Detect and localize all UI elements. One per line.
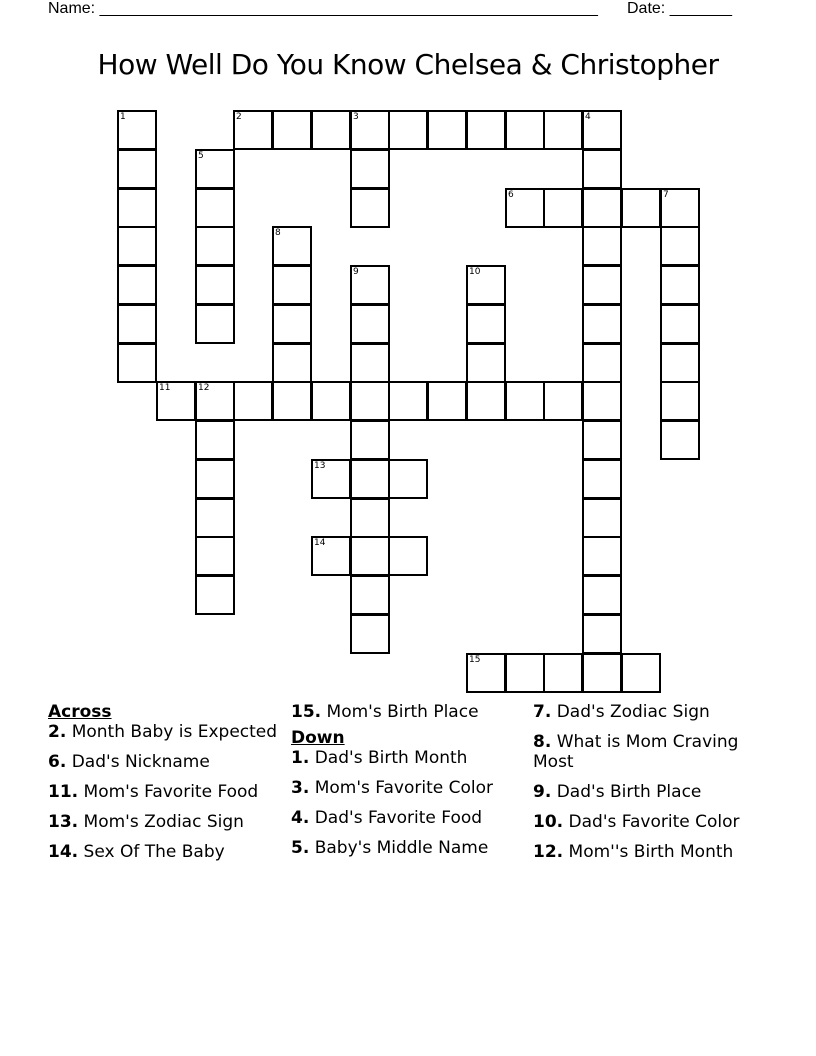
grid-cell[interactable] xyxy=(156,381,196,421)
grid-cell[interactable] xyxy=(350,343,390,383)
grid-cell[interactable] xyxy=(350,110,390,150)
grid-cell[interactable] xyxy=(195,575,235,615)
grid-cell[interactable] xyxy=(233,110,273,150)
grid-cell[interactable] xyxy=(582,188,622,228)
grid-cell[interactable] xyxy=(582,304,622,344)
cell-number: 9 xyxy=(353,267,359,277)
clue-down-10: 10. Dad's Favorite Color xyxy=(533,812,740,832)
cell-number: 8 xyxy=(275,228,281,238)
grid-cell[interactable] xyxy=(311,110,351,150)
cell-number: 1 xyxy=(120,112,126,122)
grid-cell[interactable] xyxy=(117,226,157,266)
grid-cell[interactable] xyxy=(505,653,545,693)
grid-cell[interactable] xyxy=(195,381,235,421)
clue-text: Baby's Middle Name xyxy=(314,838,489,858)
clue-number: 12 xyxy=(533,842,557,862)
cell-number: 6 xyxy=(508,190,514,200)
clue-number: 5 xyxy=(291,838,303,858)
clue-number: 14 xyxy=(48,842,72,862)
grid-cell[interactable] xyxy=(582,420,622,460)
clue-text: Mom''s Birth Month xyxy=(568,842,734,862)
clue-across-11: 11. Mom's Favorite Food xyxy=(48,782,259,802)
grid-cell[interactable] xyxy=(427,381,467,421)
grid-cell[interactable] xyxy=(466,381,506,421)
grid-cell[interactable] xyxy=(195,498,235,538)
clue-text: Dad's Zodiac Sign xyxy=(556,702,710,722)
clue-down-9: 9. Dad's Birth Place xyxy=(533,782,702,802)
clue-number: 1 xyxy=(291,748,303,768)
clue-text: Dad's Favorite Food xyxy=(314,808,483,828)
grid-cell[interactable] xyxy=(543,110,583,150)
clue-number: 6 xyxy=(48,752,60,772)
grid-cell[interactable] xyxy=(388,381,428,421)
grid-cell[interactable] xyxy=(660,304,700,344)
grid-cell[interactable] xyxy=(195,420,235,460)
grid-cell[interactable] xyxy=(660,381,700,421)
clue-text: Mom's Zodiac Sign xyxy=(83,812,244,832)
grid-cell[interactable] xyxy=(466,110,506,150)
grid-cell[interactable] xyxy=(660,343,700,383)
grid-cell[interactable] xyxy=(195,149,235,189)
grid-cell[interactable] xyxy=(272,343,312,383)
clue-down-7: 7. Dad's Zodiac Sign xyxy=(533,702,710,722)
grid-cell[interactable] xyxy=(660,188,700,228)
clue-text: What is Mom Craving Most xyxy=(533,732,739,772)
clue-text: Dad's Birth Place xyxy=(556,782,702,802)
clue-text: Mom's Favorite Color xyxy=(314,778,494,798)
grid-cell[interactable] xyxy=(272,110,312,150)
clue-text: Dad's Birth Month xyxy=(314,748,468,768)
grid-cell[interactable] xyxy=(350,536,390,576)
clue-number: 11 xyxy=(48,782,72,802)
grid-cell[interactable] xyxy=(117,304,157,344)
grid-cell[interactable] xyxy=(660,226,700,266)
clue-number: 10 xyxy=(533,812,557,832)
page-title: How Well Do You Know Chelsea & Christopher xyxy=(97,48,719,81)
clue-number: 4 xyxy=(291,808,303,828)
cell-number: 14 xyxy=(314,538,326,548)
grid-cell[interactable] xyxy=(117,110,157,150)
clue-text: Mom's Birth Place xyxy=(326,702,479,722)
clue-across-15: 15. Mom's Birth Place xyxy=(291,702,479,722)
grid-cell[interactable] xyxy=(543,653,583,693)
grid-cell[interactable] xyxy=(582,381,622,421)
grid-cell[interactable] xyxy=(388,459,428,499)
grid-cell[interactable] xyxy=(195,304,235,344)
name-field-label: Name: ________________________________________________________ xyxy=(48,0,598,17)
grid-cell[interactable] xyxy=(505,110,545,150)
grid-cell[interactable] xyxy=(582,343,622,383)
grid-cell[interactable] xyxy=(272,265,312,305)
grid-cell[interactable] xyxy=(582,498,622,538)
clue-down-3: 3. Mom's Favorite Color xyxy=(291,778,494,798)
clue-down-12: 12. Mom''s Birth Month xyxy=(533,842,734,862)
grid-cell[interactable] xyxy=(233,381,273,421)
grid-cell[interactable] xyxy=(505,188,545,228)
grid-cell[interactable] xyxy=(272,304,312,344)
grid-cell[interactable] xyxy=(350,459,390,499)
clues-column-2 xyxy=(291,702,523,868)
cell-number: 10 xyxy=(469,267,481,277)
clue-text: Month Baby is Expected xyxy=(71,722,278,742)
clue-text: Dad's Favorite Color xyxy=(568,812,740,832)
grid-cell[interactable] xyxy=(582,226,622,266)
cell-number: 4 xyxy=(585,112,591,122)
date-field-label: Date: _______ xyxy=(627,0,732,17)
grid-cell[interactable] xyxy=(117,188,157,228)
grid-cell[interactable] xyxy=(505,381,545,421)
clue-number: 3 xyxy=(291,778,303,798)
grid-cell[interactable] xyxy=(388,110,428,150)
grid-cell[interactable] xyxy=(117,343,157,383)
grid-cell[interactable] xyxy=(117,149,157,189)
clues-column-3 xyxy=(533,702,773,872)
cell-number: 11 xyxy=(159,383,171,393)
grid-cell[interactable] xyxy=(621,188,661,228)
grid-cell[interactable] xyxy=(543,381,583,421)
grid-cell[interactable] xyxy=(466,265,506,305)
clue-number: 8 xyxy=(533,732,545,752)
across-heading: Across xyxy=(48,702,112,722)
grid-cell[interactable] xyxy=(350,149,390,189)
clue-number: 9 xyxy=(533,782,545,802)
down-heading: Down xyxy=(291,728,345,748)
cell-number: 15 xyxy=(469,655,481,665)
grid-cell[interactable] xyxy=(466,343,506,383)
cell-number: 2 xyxy=(236,112,242,122)
grid-cell[interactable] xyxy=(311,536,351,576)
clue-across-2: 2. Month Baby is Expected xyxy=(48,722,278,742)
grid-cell[interactable] xyxy=(582,459,622,499)
grid-cell[interactable] xyxy=(195,459,235,499)
grid-cell[interactable] xyxy=(466,653,506,693)
clue-text: Mom's Favorite Food xyxy=(83,782,259,802)
clue-number: 7 xyxy=(533,702,545,722)
grid-cell[interactable] xyxy=(582,265,622,305)
clue-number: 13 xyxy=(48,812,72,832)
grid-cell[interactable] xyxy=(195,265,235,305)
clue-across-6: 6. Dad's Nickname xyxy=(48,752,210,772)
cell-number: 12 xyxy=(198,383,210,393)
grid-cell[interactable] xyxy=(582,575,622,615)
grid-cell[interactable] xyxy=(582,536,622,576)
clue-down-8: 8. What is Mom Craving Most xyxy=(533,732,739,772)
grid-cell[interactable] xyxy=(350,265,390,305)
clue-number: 15 xyxy=(291,702,315,722)
grid-cell[interactable] xyxy=(350,304,390,344)
grid-cell[interactable] xyxy=(350,575,390,615)
cell-number: 5 xyxy=(198,151,204,161)
grid-cell[interactable] xyxy=(582,614,622,654)
cell-number: 13 xyxy=(314,461,326,471)
grid-cell[interactable] xyxy=(272,381,312,421)
grid-cell[interactable] xyxy=(350,420,390,460)
grid-cell[interactable] xyxy=(195,188,235,228)
clue-number: 2 xyxy=(48,722,60,742)
grid-cell[interactable] xyxy=(582,110,622,150)
grid-cell[interactable] xyxy=(350,381,390,421)
grid-cell[interactable] xyxy=(660,420,700,460)
grid-cell[interactable] xyxy=(427,110,467,150)
clue-down-4: 4. Dad's Favorite Food xyxy=(291,808,483,828)
clues-column-1 xyxy=(48,702,280,872)
grid-cell[interactable] xyxy=(350,188,390,228)
grid-cell[interactable] xyxy=(582,149,622,189)
cell-number: 7 xyxy=(663,190,669,200)
clue-across-13: 13. Mom's Zodiac Sign xyxy=(48,812,244,832)
clue-down-5: 5. Baby's Middle Name xyxy=(291,838,489,858)
grid-cell[interactable] xyxy=(582,653,622,693)
grid-cell[interactable] xyxy=(621,653,661,693)
grid-cell[interactable] xyxy=(272,226,312,266)
grid-cell[interactable] xyxy=(195,536,235,576)
grid-cell[interactable] xyxy=(466,304,506,344)
clue-across-14: 14. Sex Of The Baby xyxy=(48,842,225,862)
grid-cell[interactable] xyxy=(543,188,583,228)
clue-text: Sex Of The Baby xyxy=(83,842,225,862)
cell-number: 3 xyxy=(353,112,359,122)
clue-text: Dad's Nickname xyxy=(71,752,210,772)
grid-cell[interactable] xyxy=(311,459,351,499)
clue-down-1: 1. Dad's Birth Month xyxy=(291,748,468,768)
grid-cell[interactable] xyxy=(311,381,351,421)
grid-cell[interactable] xyxy=(660,265,700,305)
grid-cell[interactable] xyxy=(388,536,428,576)
grid-cell[interactable] xyxy=(117,265,157,305)
grid-cell[interactable] xyxy=(195,226,235,266)
grid-cell[interactable] xyxy=(350,498,390,538)
grid-cell[interactable] xyxy=(350,614,390,654)
